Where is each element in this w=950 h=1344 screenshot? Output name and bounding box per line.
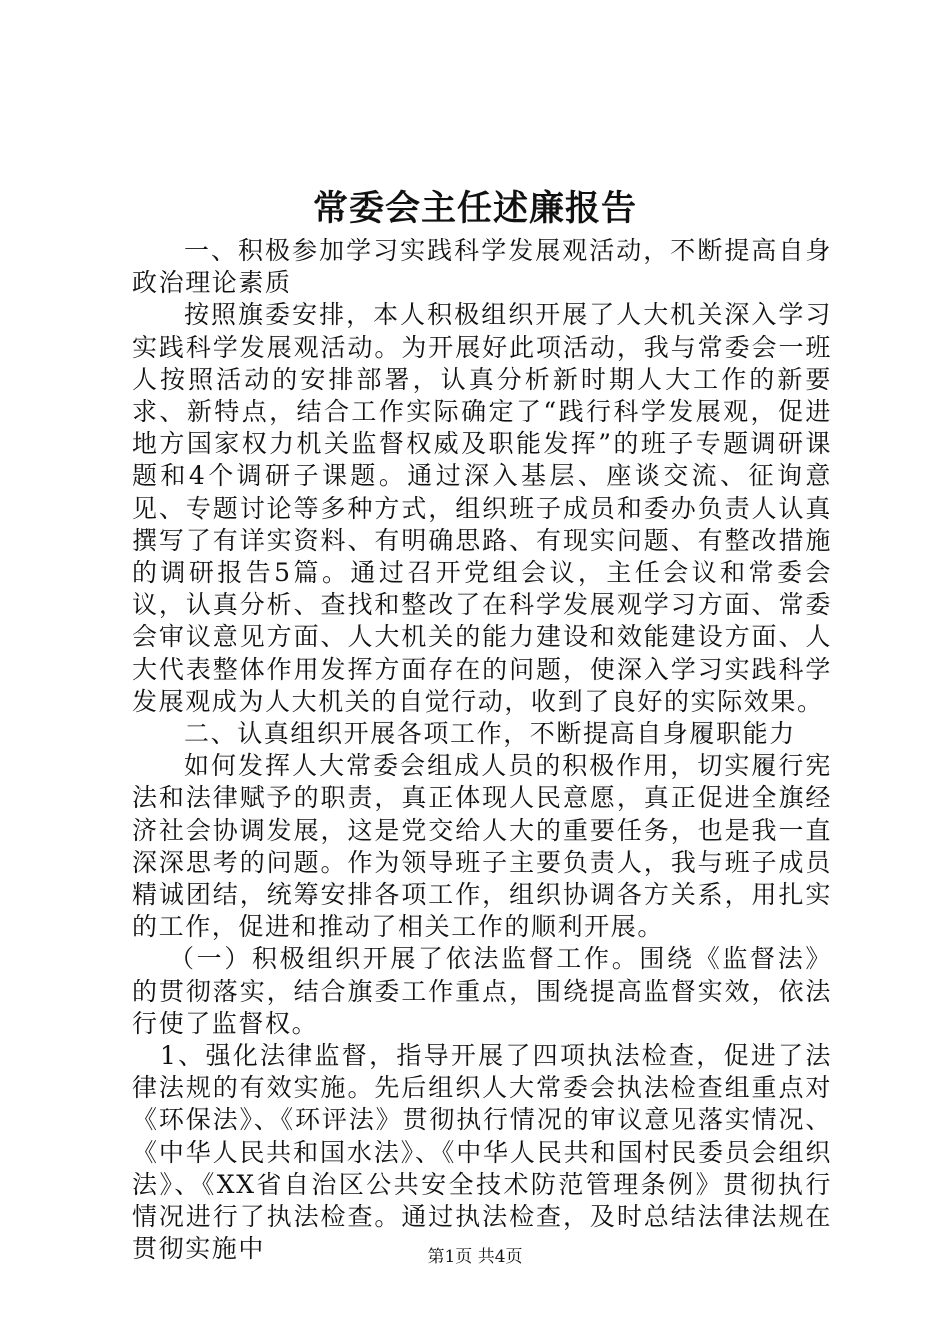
document-title: 常委会主任述廉报告 bbox=[312, 188, 637, 229]
section-heading-1: 一、积极参加学习实践科学发展观活动，不断提高自身政治理论素质 bbox=[132, 236, 832, 298]
document-body bbox=[132, 235, 832, 1266]
paragraph: 1、强化法律监督，指导开展了四项执法检查，促进了法律法规的有效实施。先后组织人大常委会执法检查组重点对《环保法》、《环评法》贯彻执行情况的审议意见落实情况、《中华人民共和国水法》、《中华人民共和国村民委员会组织法》、《XX省自治区公共安全技术防范管理条例》贯彻执行情况进行了执法检查。通过执法检查，及时总结法律法规在贯彻实施中 bbox=[132, 1041, 832, 1264]
section-heading-2: 二、认真组织开展各项工作，不断提高自身履职能力 bbox=[184, 719, 796, 749]
page-footer: 第1页 共4页 bbox=[427, 1247, 523, 1267]
paragraph: 如何发挥人大常委会组成人员的积极作用，切实履行宪法和法律赋予的职责，真正体现人民意愿，真正促进全旗经济社会协调发展，这是党交给人大的重要任务，也是我一直深深思考的问题。作为领导班子主要负责人，我与班子成员精诚团结，统筹安排各项工作，组织协调各方关系，用扎实的工作，促进和推动了相关工作的顺利开展。 bbox=[132, 751, 832, 942]
subsection-heading: （一）积极组织开展了依法监督工作。围绕《监督法》的贯彻落实，结合旗委工作重点，围绕提高监督实效，依法行使了监督权。 bbox=[132, 944, 832, 1038]
paragraph: 按照旗委安排，本人积极组织开展了人大机关深入学习实践科学发展观活动。为开展好此项活动，我与常委会一班人按照活动的安排部署，认真分析新时期人大工作的新要求、新特点，结合工作实际确定了“践行科学发展观，促进地方国家权力机关监督权威及职能发挥”的班子专题调研课题和4个调研子课题。通过深入基层、座谈交流、征询意见、专题讨论等多种方式，组织班子成员和委办负责人认真撰写了有详实资料、有明确思路、有现实问题、有整改措施的调研报告5篇。通过召开党组会议，主任会议和常委会议，认真分析、查找和整改了在科学发展观学习方面、常委会审议意见方面、人大机关的能力建设和效能建设方面、人大代表整体作用发挥方面存在的问题，使深入学习实践科学发展观成为人大机关的自觉行动，收到了良好的实际效果。 bbox=[132, 300, 832, 716]
